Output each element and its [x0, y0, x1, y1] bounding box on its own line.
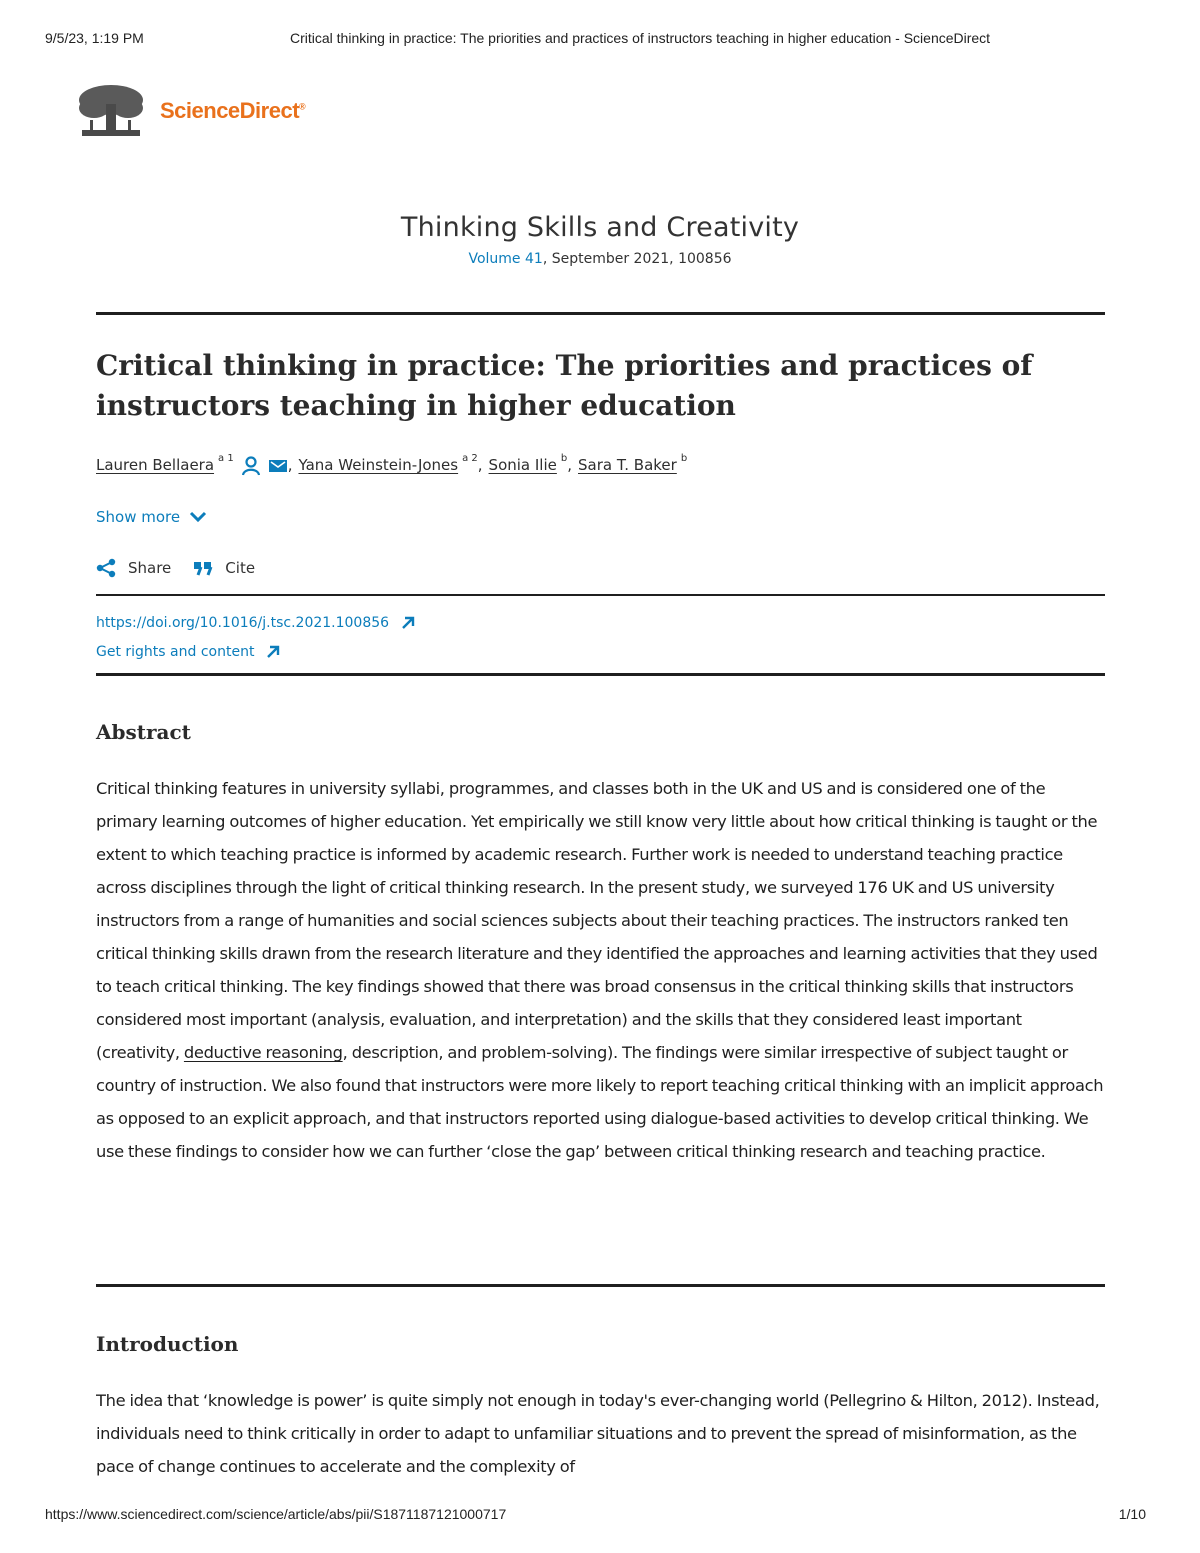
divider — [96, 312, 1105, 315]
issue-details: , September 2021, 100856 — [542, 251, 732, 267]
article-actions — [96, 558, 277, 578]
print-datetime: 9/5/23, 1:19 PM — [45, 30, 144, 46]
show-more-label: Show more — [96, 508, 181, 526]
share-label: Share — [128, 559, 172, 577]
introduction-heading: Introduction — [96, 1332, 239, 1356]
journal-meta — [0, 251, 1200, 267]
chevron-down-icon — [188, 510, 208, 524]
volume-link[interactable]: Volume 41 — [468, 251, 543, 267]
article-title: Critical thinking in practice: The priorities and practices of instructors teaching in higher education — [96, 349, 1033, 422]
person-icon[interactable] — [242, 456, 260, 480]
journal-info — [0, 212, 1200, 267]
sciencedirect-logo[interactable] — [76, 82, 305, 140]
article-links — [96, 608, 415, 666]
author-4[interactable]: Sara T. Baker $^b$ — [578, 453, 688, 474]
doi-link[interactable] — [96, 608, 415, 637]
abstract-heading: Abstract — [96, 720, 191, 744]
author-2[interactable]: Yana Weinstein-Jones $^{a 2}$ — [298, 453, 478, 474]
sciencedirect-wordmark: ScienceDirect® — [160, 98, 306, 123]
abstract-text: Critical thinking features in university syllabi, programmes, and classes both in the UK and US and is considered one of the primary learning outcomes of higher education. Yet empirically we still know very little about how critical thinking is taught or the extent to which teaching practice is informed by academic research. Further work is needed to understand teaching practice across disciplines through the light of critical thinking research. In the present study, we surveyed 176 UK and US university instructors from a range of humanities and social sciences subjects about their teaching practices. The instructors ranked ten critical thinking skills drawn from the research literature and they identified the approaches and learning activities that they used to teach critical thinking. The key findings showed that there was broad consensus in the critical thinking skills that instructors considered most important (analysis, evaluation, and interpretation) and the skills that they considered least important (creativity, deductive reasoning, description, and problem-solving). The findings were similar irrespective of subject taught or country of instruction. We also found that instructors were more likely to report teaching critical thinking with an implicit approach as opposed to an explicit approach, and that instructors reported using dialogue-based activities to develop critical thinking. We use these findings to consider how we can further ‘close the gap’ between critical thinking research and teaching practice. — [96, 779, 1104, 1161]
journal-title[interactable]: Thinking Skills and Creativity — [400, 212, 800, 243]
introduction-text: The idea that ‘knowledge is power’ is quite simply not enough in today's ever-changing world (Pellegrino & Hilton, 2012). Instead, individuals need to think critically in order to adapt to unfamiliar situations and to prevent the spread of misinformation, as the pace of change continues to accelerate and the complexity of — [96, 1391, 1100, 1476]
share-icon — [96, 558, 116, 578]
cite-button[interactable] — [193, 559, 255, 577]
elsevier-tree-icon — [76, 82, 146, 140]
author-list: Lauren Bellaera $^{a 1}$ , Yana Weinstein-Jones $^{a 2}$ , Sonia Ilie $^b$ , Sara T. Baker $^b$ — [96, 456, 687, 480]
print-page-number: 1/10 — [1118, 1506, 1146, 1522]
divider — [96, 1284, 1105, 1287]
external-link-arrow-icon — [401, 616, 415, 630]
doi-link-text: https://doi.org/10.1016/j.tsc.2021.100856 — [96, 614, 390, 631]
print-page-title: Critical thinking in practice: The priorities and practices of instructors teaching in higher education - ScienceDirect — [290, 30, 991, 46]
author-1[interactable]: Lauren Bellaera $^{a 1}$ — [96, 453, 234, 474]
rights-link-text: Get rights and content — [96, 643, 255, 660]
divider — [96, 594, 1105, 596]
share-button[interactable] — [96, 558, 171, 578]
external-link-arrow-icon — [266, 645, 280, 659]
email-icon[interactable] — [268, 456, 288, 478]
rights-link[interactable] — [96, 637, 415, 666]
deductive-reasoning-link[interactable]: deductive reasoning — [183, 1043, 343, 1062]
quote-icon — [193, 559, 213, 577]
divider — [96, 673, 1105, 676]
print-url: https://www.sciencedirect.com/science/article/abs/pii/S1871187121000717 — [45, 1506, 507, 1522]
show-more-button[interactable] — [96, 508, 208, 526]
author-3[interactable]: Sonia Ilie $^b$ — [488, 453, 568, 474]
cite-label: Cite — [225, 559, 256, 577]
